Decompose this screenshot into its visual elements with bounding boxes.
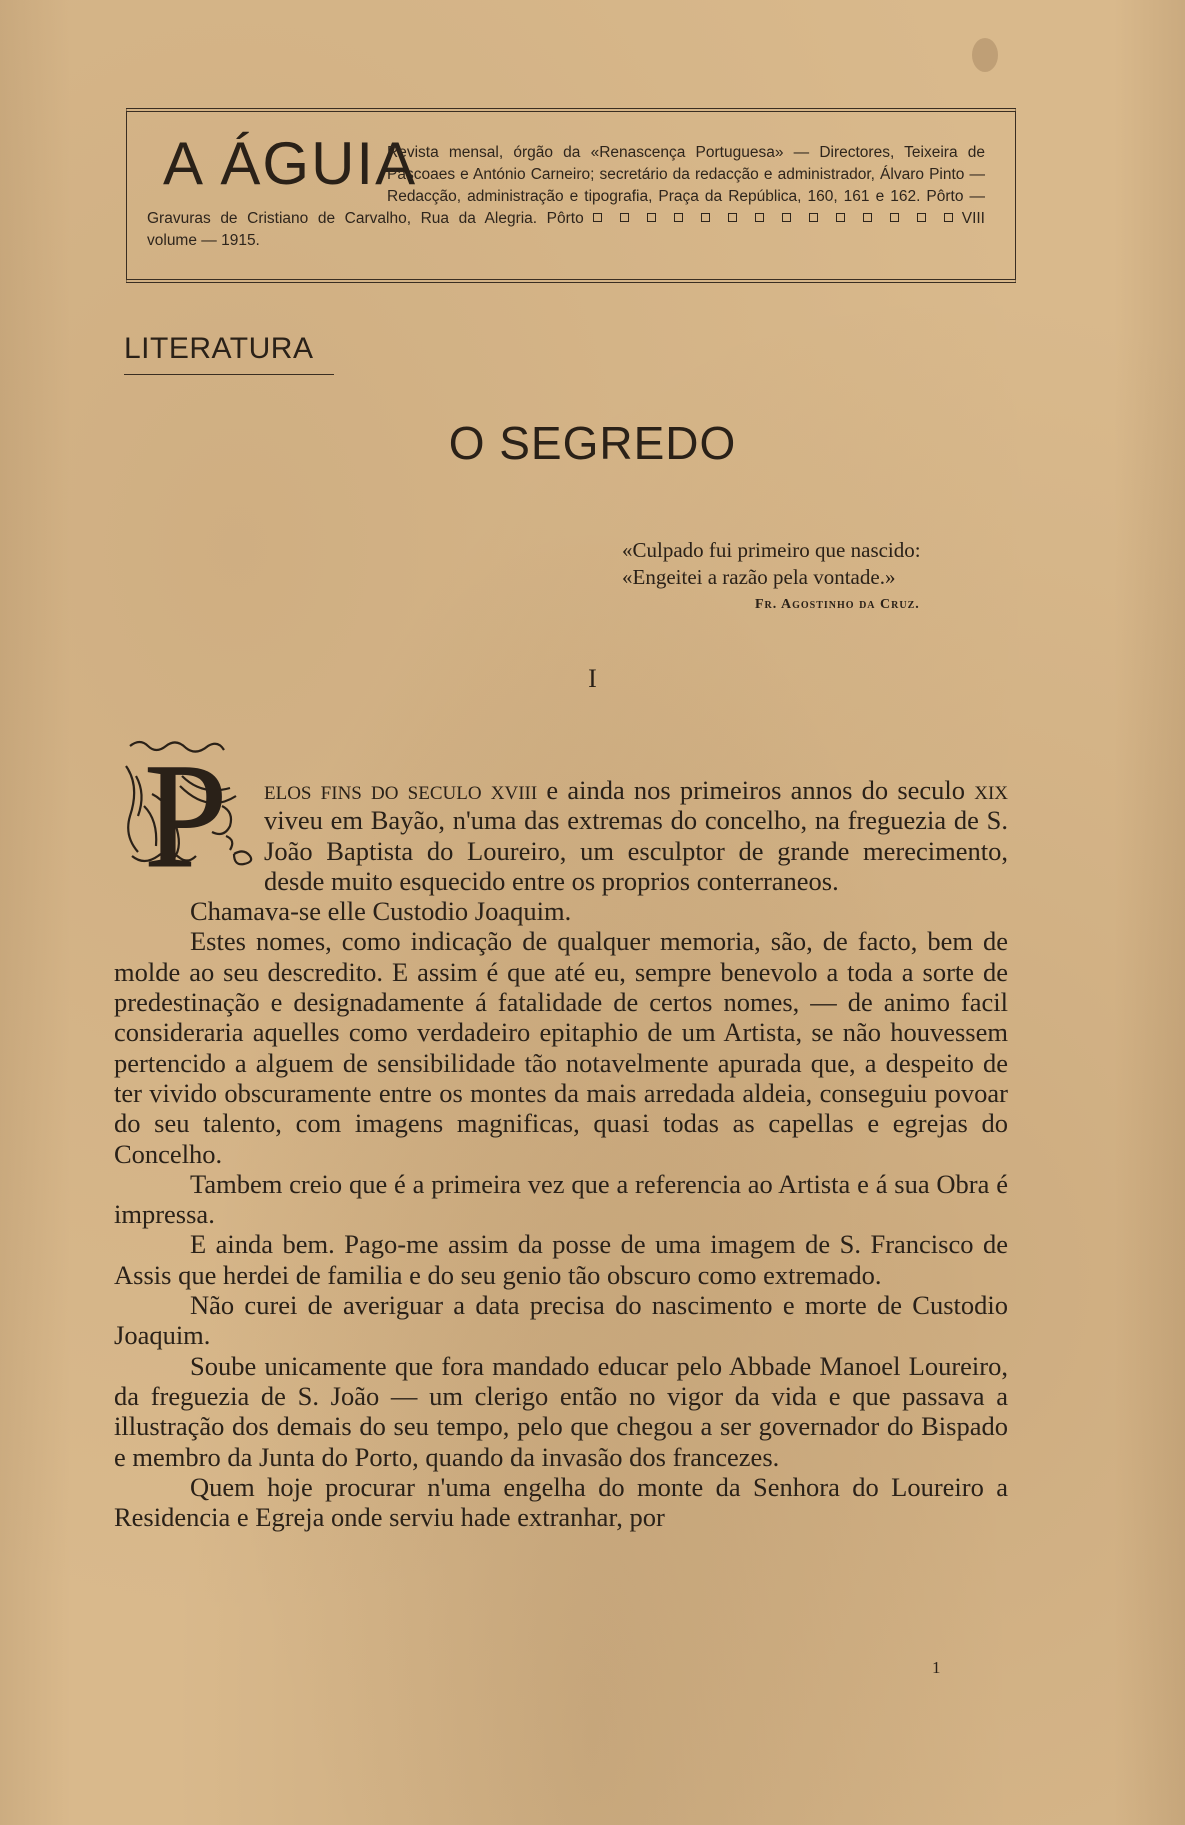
paragraph: Soube unicamente que fora mandado educar pelo Abbade Manoel Loureiro, da freguezia de S. João — um clerigo então no vigor da vida e que passava a illustração dos demais do seu tempo, pelo que chegou a ser governador do Bispado e membro da Junta do Porto, quando da invasão dos francezes.: [114, 1350, 1008, 1472]
roman-numeral: xix: [974, 775, 1008, 805]
paragraph: E ainda bem. Pago-me assim da posse de uma imagem de S. Francisco de Assis que herdei de familia e do seu genio tão obscuro como extremado.: [114, 1229, 1008, 1290]
paragraph-text: elos fins do seculo: [264, 775, 491, 805]
paragraph-text: viveu em Bayão, n'uma das extremas do concelho, na freguezia de S. João Baptista do Loureiro, um esculptor de grande merecimento, desde muito esquecido entre os proprios conterraneos.: [264, 805, 1008, 896]
dropcap-letter: P: [144, 736, 228, 884]
paragraph: Não curei de averiguar a data precisa do nascimento e morte de Custodio Joaquim.: [114, 1290, 1008, 1351]
roman-numeral: xviii: [490, 775, 538, 805]
epigraph-line: «Engeitei a razão pela vontade.»: [622, 565, 896, 589]
article-title: O SEGREDO: [448, 417, 737, 469]
paper-stain: [972, 38, 998, 72]
paragraph-text: e ainda nos primeiros annos do seculo: [537, 775, 975, 805]
volume-info: VIII volume — 1915.: [147, 210, 985, 249]
epigraph: [622, 537, 1002, 591]
chapter-number: I: [588, 664, 597, 693]
section-underline: [124, 374, 334, 375]
paragraph: Estes nomes, como indicação de qualquer memoria, são, de facto, bem de molde ao seu descredito. E assim é que até eu, sempre benevolo a toda a sorte de predestinação e designadamente á fatalidade de certos nomes, — de animo facil consideraria aquelles como verdadeiro epitaphio de um Artista, se não houvessem pertencido a alguem de sensibilidade tão notavelmente apurada que, a despeito de ter vivido obscuramente entre os montes da mais arredada aldeia, conseguiu povoar do seu talento, com imagens magnificas, quasi todas as capellas e egrejas do Concelho.: [114, 926, 1008, 1169]
epigraph-attribution: Fr. Agostinho da Cruz.: [755, 597, 920, 612]
ornament-squares: [584, 210, 962, 227]
epigraph-line: «Culpado fui primeiro que nascido:: [622, 538, 921, 562]
masthead-text: Revista mensal, órgão da «Renascença Portuguesa» — Directores, Teixeira de Pascoaes e António Carneiro; secretário da redacção e administrador, Álvaro Pinto — Redacção, administração e tipografia, Praça da República, 160, 161 e 162. Pôrto — Gravuras de Cristiano de Carvalho, Rua da Alegria. Pôrto: [147, 144, 985, 227]
paragraph: Quem hoje procurar n'uma engelha do monte da Senhora do Loureiro a Residencia e Egreja onde serviu hade extranhar, por: [114, 1471, 1008, 1533]
page-number: 1: [932, 1658, 941, 1677]
masthead-description: [147, 142, 985, 252]
paragraph: Tambem creio que é a primeira vez que a referencia ao Artista e á sua Obra é impressa.: [114, 1168, 1008, 1230]
section-heading: LITERATURA: [124, 332, 314, 365]
masthead: [126, 108, 1016, 283]
article-body: [114, 775, 1008, 1532]
paragraph: [114, 775, 1008, 896]
journal-title: A ÁGUIA: [163, 130, 418, 197]
paragraph: Chamava-se elle Custodio Joaquim.: [190, 896, 572, 927]
